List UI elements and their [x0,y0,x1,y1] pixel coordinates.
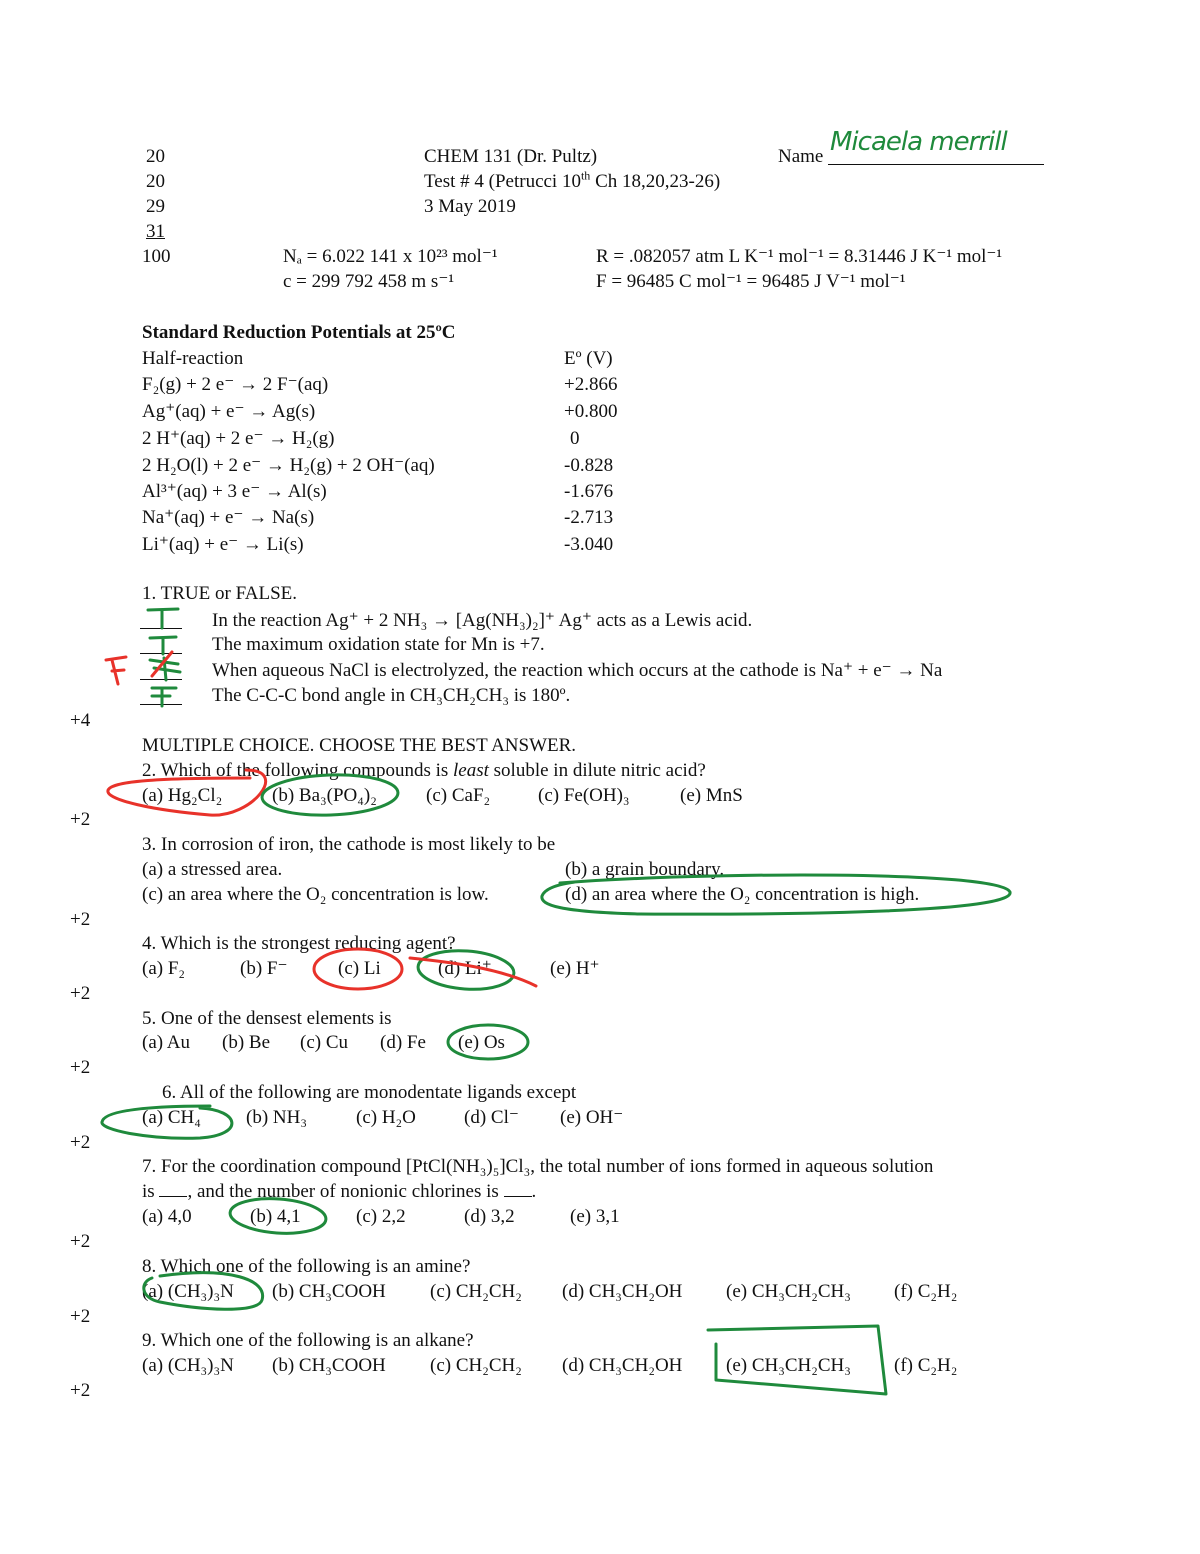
q4-option-a[interactable]: (a) F₂ [142,958,186,979]
name-signature: Micaela merrill [830,127,1007,157]
tf-handwritten-marks [148,609,180,706]
q8-option-d[interactable]: (d) CH₃CH₂OH [562,1281,683,1302]
name-label: Name [778,146,824,167]
test-date: 3 May 2019 [424,196,516,217]
tf-statement-4: The C-C-C bond angle in CH₃CH₂CH₃ is 180º. [212,685,571,706]
q3-stem: 3. In corrosion of iron, the cathode is most likely to be [142,834,556,855]
tf-score: +4 [70,710,91,731]
q6-option-b[interactable]: (b) NH₃ [246,1107,307,1128]
q2-option-a[interactable]: (a) Hg₂Cl₂ [142,785,223,806]
q5-option-c[interactable]: (c) Cu [300,1032,349,1053]
reaction-row: Na⁺(aq) + e⁻ → Na(s) [142,507,315,528]
q2-score: +2 [70,809,91,830]
q9-option-f[interactable]: (f) C₂H₂ [894,1355,958,1376]
q6-stem: 6. All of the following are monodentate ligands except [162,1082,577,1103]
tf-statement-3: When aqueous NaCl is electrolyzed, the reaction which occurs at the cathode is Na⁺ + e⁻ → Na [212,660,943,681]
q6-option-d[interactable]: (d) Cl⁻ [464,1107,519,1128]
potential-value: -0.828 [564,455,614,476]
q4-option-d[interactable]: (d) Li⁺ [438,958,492,979]
q2-option-e[interactable]: (e) MnS [680,785,743,806]
q6-score: +2 [70,1132,91,1153]
course-title: CHEM 131 (Dr. Pultz) [424,146,598,167]
q3-option-b[interactable]: (b) a grain boundary. [565,859,725,880]
potentials-col-e: Eº (V) [564,348,613,369]
q8-option-e[interactable]: (e) CH₃CH₂CH₃ [726,1281,851,1302]
faraday-constant: F = 96485 C mol⁻¹ = 96485 J V⁻¹ mol⁻¹ [596,271,906,292]
q3-option-c[interactable]: (c) an area where the O₂ concentration is low. [142,884,489,905]
q3-option-d[interactable]: (d) an area where the O₂ concentration is high. [565,884,920,905]
q9-stem: 9. Which one of the following is an alkane? [142,1330,474,1351]
score-2: 20 [146,171,165,192]
q7-option-c[interactable]: (c) 2,2 [356,1206,406,1227]
q2-option-b[interactable]: (b) Ba₃(PO₄)₂ [272,785,377,806]
potential-value: +2.866 [564,374,618,395]
q2-option-c[interactable]: (c) CaF₂ [426,785,491,806]
potential-value: +0.800 [564,401,618,422]
score-4: 31 [146,221,165,242]
q6-option-a[interactable]: (a) CH₄ [142,1107,201,1128]
q9-option-c[interactable]: (c) CH₂CH₂ [430,1355,522,1376]
q4-score: +2 [70,983,91,1004]
q2-stem: 2. Which of the following compounds is least soluble in dilute nitric acid? [142,760,706,781]
q3-option-a[interactable]: (a) a stressed area. [142,859,283,880]
tf-statement-1: In the reaction Ag⁺ + 2 NH₃ → [Ag(NH₃)₂]⁺ Ag⁺ acts as a Lewis acid. [212,610,753,631]
q8-stem: 8. Which one of the following is an amine? [142,1256,471,1277]
q7-option-a[interactable]: (a) 4,0 [142,1206,192,1227]
q4-stem: 4. Which is the strongest reducing agent? [142,933,456,954]
q9-option-d[interactable]: (d) CH₃CH₂OH [562,1355,683,1376]
q4-option-e[interactable]: (e) H⁺ [550,958,600,979]
q6-option-e[interactable]: (e) OH⁻ [560,1107,624,1128]
q5-option-b[interactable]: (b) Be [222,1032,271,1053]
q6-option-c[interactable]: (c) H₂O [356,1107,416,1128]
tf-answer-line[interactable] [140,704,182,705]
q9-option-b[interactable]: (b) CH₃COOH [272,1355,386,1376]
tf-statement-2: The maximum oxidation state for Mn is +7. [212,634,545,655]
q8-option-f[interactable]: (f) C₂H₂ [894,1281,958,1302]
q2-option-d[interactable]: (c) Fe(OH)₃ [538,785,630,806]
q5-option-e[interactable]: (e) Os [458,1032,505,1053]
q5-score: +2 [70,1057,91,1078]
name-line [828,164,1044,165]
q5-option-a[interactable]: (a) Au [142,1032,191,1053]
reaction-row: Li⁺(aq) + e⁻ → Li(s) [142,534,304,555]
potentials-title: Standard Reduction Potentials at 25ºC [142,322,456,343]
q9-score: +2 [70,1380,91,1401]
speed-of-light: c = 299 792 458 m s⁻¹ [283,271,455,292]
avogadro-constant: Nₐ = 6.022 141 x 10²³ mol⁻¹ [283,246,498,267]
potential-value: 0 [570,428,580,449]
score-1: 20 [146,146,165,167]
potential-value: -1.676 [564,481,614,502]
tf-title: 1. TRUE or FALSE. [142,583,297,604]
q5-stem: 5. One of the densest elements is [142,1008,392,1029]
reaction-row: F₂(g) + 2 e⁻ → 2 F⁻(aq) [142,374,329,395]
mc-title: MULTIPLE CHOICE. CHOOSE THE BEST ANSWER. [142,735,577,756]
reaction-row: 2 H⁺(aq) + 2 e⁻ → H₂(g) [142,428,335,449]
potential-value: -2.713 [564,507,614,528]
potential-value: -3.040 [564,534,614,555]
score-total: 100 [142,246,171,267]
q8-score: +2 [70,1306,91,1327]
q7-option-d[interactable]: (d) 3,2 [464,1206,515,1227]
test-title: Test # 4 (Petrucci 10th Ch 18,20,23-26) [424,168,721,192]
tf-answer-line[interactable] [140,628,182,629]
q7-score: +2 [70,1231,91,1252]
potentials-col-reaction: Half-reaction [142,348,244,369]
q3-score: +2 [70,909,91,930]
q9-option-a[interactable]: (a) (CH₃)₃N [142,1355,234,1376]
reaction-row: Ag⁺(aq) + e⁻ → Ag(s) [142,401,316,422]
tf-answer-line[interactable] [140,679,182,680]
tf-answer-line[interactable] [140,653,182,654]
q8-option-a[interactable]: (a) (CH₃)₃N [142,1281,234,1302]
q9-option-e[interactable]: (e) CH₃CH₂CH₃ [726,1355,851,1376]
score-3: 29 [146,196,165,217]
q4-option-b[interactable]: (b) F⁻ [240,958,288,979]
q7-stem-line1: 7. For the coordination compound [PtCl(NH₃)₅]Cl₃, the total number of ions formed in aqueous solution [142,1156,934,1177]
q7-option-e[interactable]: (e) 3,1 [570,1206,620,1227]
q8-option-c[interactable]: (c) CH₂CH₂ [430,1281,522,1302]
gas-constant: R = .082057 atm L K⁻¹ mol⁻¹ = 8.31446 J K⁻¹ mol⁻¹ [596,246,1003,267]
q7-option-b[interactable]: (b) 4,1 [250,1206,301,1227]
q7-stem-line2: is , and the number of nonionic chlorines is . [142,1181,537,1202]
reaction-row: 2 H₂O(l) + 2 e⁻ → H₂(g) + 2 OH⁻(aq) [142,455,435,476]
q8-option-b[interactable]: (b) CH₃COOH [272,1281,386,1302]
reaction-row: Al³⁺(aq) + 3 e⁻ → Al(s) [142,481,327,502]
q5-option-d[interactable]: (d) Fe [380,1032,426,1053]
q4-option-c[interactable]: (c) Li [338,958,381,979]
